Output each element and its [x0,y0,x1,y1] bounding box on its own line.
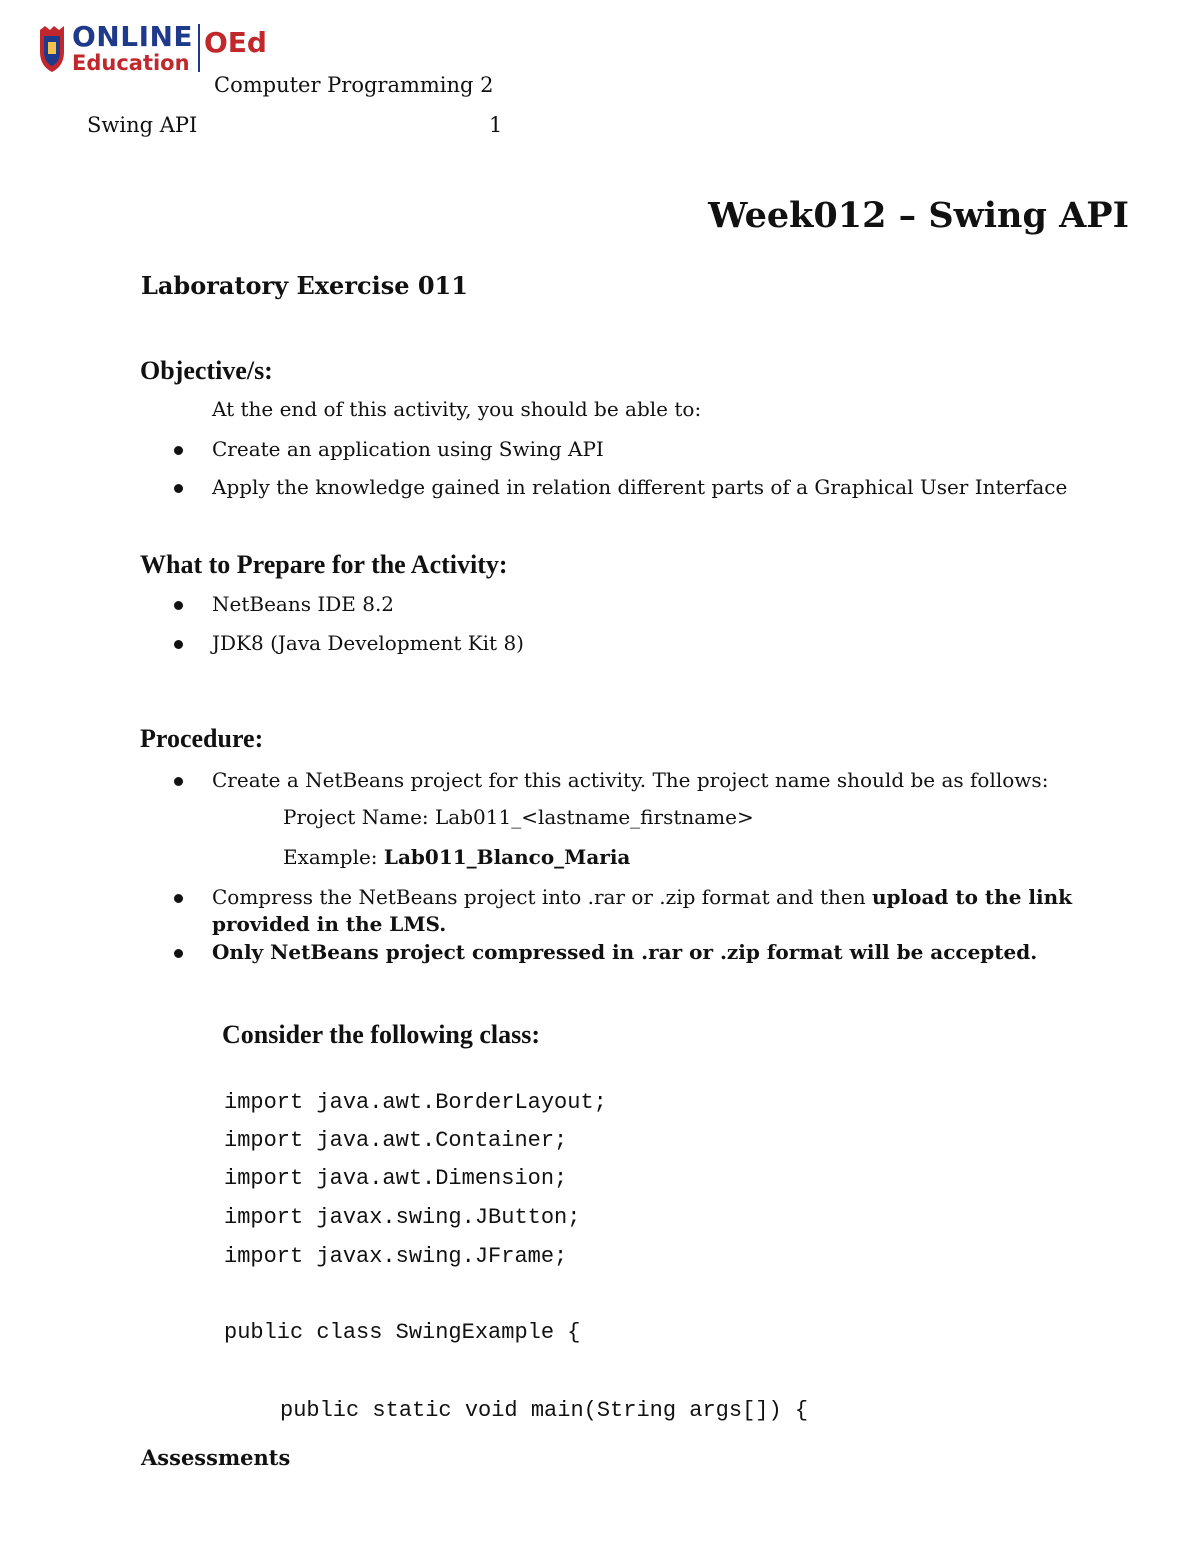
list-item-text: JDK8 (Java Development Kit 8) [212,631,524,655]
code-line: import javax.swing.JButton; [224,1205,581,1230]
step2-bold-text: upload to the link [872,885,1072,909]
project-name-format: Project Name: Lab011_<lastname_firstname> [283,805,754,829]
logo-text-online: ONLINE [72,20,194,53]
code-line: import javax.swing.JFrame; [224,1244,568,1269]
bullet-icon [174,949,183,958]
list-item-text [212,884,1072,938]
bullet-icon [174,484,183,493]
lab-title: Laboratory Exercise 011 [141,271,468,300]
code-line: import java.awt.Dimension; [224,1166,568,1191]
list-item-text: Only NetBeans project compressed in .rar or .zip format will be accepted. [212,940,1038,964]
project-name-example [283,845,630,869]
procedure-heading: Procedure: [140,724,264,753]
page-number: 1 [489,113,503,137]
header-topic: Swing API [87,113,198,137]
page-title: Week012 – Swing API [708,195,1129,236]
logo-divider [198,24,200,72]
list-item-text: Create a NetBeans project for this activity. The project name should be as follows: [212,768,1049,792]
logo [36,22,276,76]
code-line: public static void main(String args[]) { [280,1398,809,1423]
school-shield-icon [36,26,68,72]
bullet-icon [174,601,183,610]
list-item-text: Create an application using Swing API [212,437,604,461]
code-line: import java.awt.BorderLayout; [224,1090,607,1115]
bullet-icon [174,777,183,786]
logo-text-education: Education [72,51,190,75]
list-item-text: NetBeans IDE 8.2 [212,592,395,616]
header-course: Computer Programming 2 [214,73,494,97]
step2-text: Compress the NetBeans project into .rar or .zip format and then [212,885,872,909]
example-label: Example: [283,845,384,869]
example-value: Lab011_Blanco_Maria [383,845,631,869]
code-line: import java.awt.Container; [224,1128,568,1153]
bullet-icon [174,640,183,649]
objectives-intro: At the end of this activity, you should be able to: [212,397,702,421]
step2-bold-text-cont: provided in the LMS. [212,912,447,936]
footer-label: Assessments [141,1445,291,1470]
logo-text-oed: OEd [204,26,267,59]
objectives-heading: Objective/s: [140,356,273,385]
code-line: public class SwingExample { [224,1320,581,1345]
prepare-heading: What to Prepare for the Activity: [140,550,508,579]
consider-heading: Consider the following class: [222,1020,541,1049]
bullet-icon [174,894,183,903]
bullet-icon [174,446,183,455]
list-item-text: Apply the knowledge gained in relation different parts of a Graphical User Interface [212,475,1068,499]
